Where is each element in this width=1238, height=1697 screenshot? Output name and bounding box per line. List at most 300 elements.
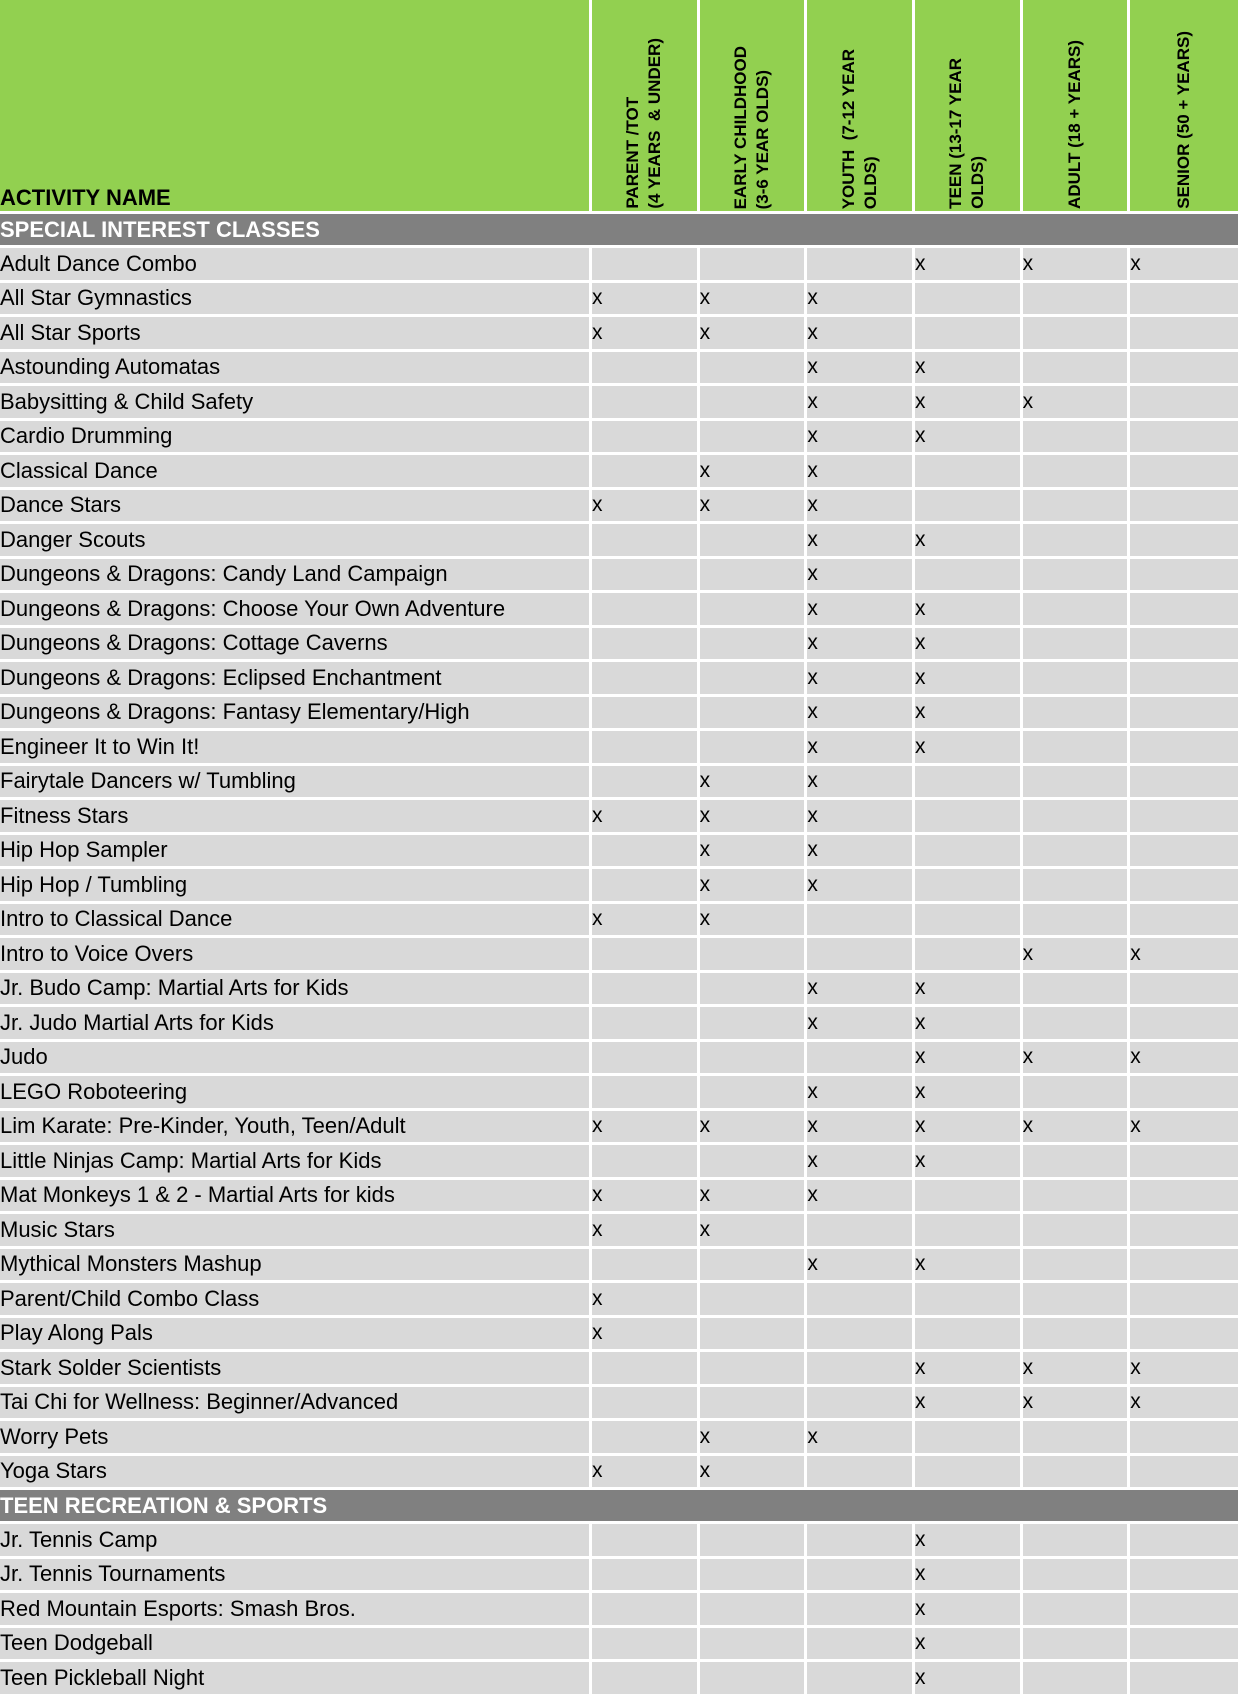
age-mark-cell bbox=[700, 1283, 808, 1318]
activity-name-cell: Tai Chi for Wellness: Beginner/Advanced bbox=[0, 1387, 592, 1422]
age-mark-cell bbox=[1023, 904, 1131, 939]
age-mark-cell: x bbox=[700, 317, 808, 352]
activity-name-cell: Fitness Stars bbox=[0, 800, 592, 835]
age-mark-cell: x bbox=[700, 283, 808, 318]
age-mark-cell bbox=[592, 1421, 700, 1456]
table-row bbox=[0, 1421, 1238, 1456]
age-mark-cell: x bbox=[807, 352, 915, 387]
age-mark-cell bbox=[1130, 1180, 1238, 1215]
age-mark-cell bbox=[592, 559, 700, 594]
age-mark-cell bbox=[592, 524, 700, 559]
age-mark-cell bbox=[1130, 1145, 1238, 1180]
age-mark-cell bbox=[1130, 662, 1238, 697]
activity-name-cell: Dance Stars bbox=[0, 490, 592, 525]
section-header-row bbox=[0, 1490, 1238, 1524]
table-row bbox=[0, 697, 1238, 732]
age-mark-cell bbox=[1130, 386, 1238, 421]
table-row bbox=[0, 455, 1238, 490]
age-mark-cell bbox=[915, 1318, 1023, 1353]
age-mark-cell bbox=[915, 766, 1023, 801]
age-mark-cell: x bbox=[915, 421, 1023, 456]
table-row bbox=[0, 973, 1238, 1008]
column-header-parent-tot bbox=[592, 0, 700, 214]
age-mark-cell bbox=[1130, 1524, 1238, 1559]
activity-name-cell: Worry Pets bbox=[0, 1421, 592, 1456]
activity-name-cell: Fairytale Dancers w/ Tumbling bbox=[0, 766, 592, 801]
age-mark-cell bbox=[700, 386, 808, 421]
age-mark-cell bbox=[1023, 628, 1131, 663]
age-mark-cell: x bbox=[915, 524, 1023, 559]
age-mark-cell: x bbox=[915, 1524, 1023, 1559]
age-mark-cell bbox=[592, 662, 700, 697]
age-mark-cell bbox=[915, 283, 1023, 318]
age-mark-cell: x bbox=[700, 1180, 808, 1215]
column-header-youth bbox=[807, 0, 915, 214]
age-mark-cell bbox=[1023, 283, 1131, 318]
age-mark-cell bbox=[592, 386, 700, 421]
age-mark-cell bbox=[592, 248, 700, 283]
age-mark-cell bbox=[592, 1145, 700, 1180]
age-mark-cell: x bbox=[807, 1249, 915, 1284]
age-mark-cell: x bbox=[700, 835, 808, 870]
age-mark-cell: x bbox=[592, 1214, 700, 1249]
age-mark-cell bbox=[700, 352, 808, 387]
age-mark-cell: x bbox=[700, 1456, 808, 1491]
age-mark-cell: x bbox=[807, 1111, 915, 1146]
table-row bbox=[0, 1318, 1238, 1353]
age-mark-cell bbox=[1023, 1559, 1131, 1594]
age-mark-cell bbox=[1130, 697, 1238, 732]
age-mark-cell: x bbox=[807, 662, 915, 697]
age-mark-cell bbox=[1130, 800, 1238, 835]
age-mark-cell: x bbox=[1023, 248, 1131, 283]
age-mark-cell: x bbox=[807, 455, 915, 490]
age-mark-cell bbox=[700, 938, 808, 973]
age-mark-cell bbox=[1130, 1318, 1238, 1353]
age-mark-cell bbox=[1023, 524, 1131, 559]
age-mark-cell bbox=[1023, 593, 1131, 628]
age-mark-cell bbox=[915, 317, 1023, 352]
age-mark-cell bbox=[807, 1662, 915, 1697]
age-mark-cell: x bbox=[592, 1283, 700, 1318]
age-mark-cell bbox=[700, 1318, 808, 1353]
age-mark-cell bbox=[700, 1593, 808, 1628]
column-header-label: EARLY CHILDHOOD (3-6 YEAR OLDS) bbox=[731, 45, 772, 209]
section-title: TEEN RECREATION & SPORTS bbox=[0, 1490, 1238, 1524]
age-mark-cell: x bbox=[1130, 1387, 1238, 1422]
age-mark-cell bbox=[592, 1352, 700, 1387]
activity-name-cell: Dungeons & Dragons: Choose Your Own Adventure bbox=[0, 593, 592, 628]
age-mark-cell bbox=[915, 1421, 1023, 1456]
age-mark-cell: x bbox=[807, 1076, 915, 1111]
age-mark-cell: x bbox=[807, 1180, 915, 1215]
age-mark-cell bbox=[1130, 1628, 1238, 1663]
table-row bbox=[0, 835, 1238, 870]
age-mark-cell bbox=[1130, 835, 1238, 870]
age-mark-cell: x bbox=[807, 697, 915, 732]
age-mark-cell bbox=[807, 1628, 915, 1663]
column-header-activity-name: ACTIVITY NAME bbox=[0, 0, 592, 214]
activity-name-cell: Dungeons & Dragons: Candy Land Campaign bbox=[0, 559, 592, 594]
age-mark-cell: x bbox=[915, 352, 1023, 387]
age-mark-cell bbox=[592, 1662, 700, 1697]
age-mark-cell bbox=[700, 421, 808, 456]
age-mark-cell: x bbox=[915, 1559, 1023, 1594]
age-mark-cell bbox=[807, 1559, 915, 1594]
age-mark-cell bbox=[807, 1593, 915, 1628]
table-row bbox=[0, 1662, 1238, 1697]
age-mark-cell: x bbox=[915, 1007, 1023, 1042]
age-mark-cell bbox=[592, 1387, 700, 1422]
age-mark-cell: x bbox=[700, 1214, 808, 1249]
age-mark-cell bbox=[700, 1145, 808, 1180]
age-mark-cell: x bbox=[700, 1421, 808, 1456]
age-mark-cell bbox=[700, 559, 808, 594]
activity-name-cell: Adult Dance Combo bbox=[0, 248, 592, 283]
age-mark-cell: x bbox=[700, 800, 808, 835]
age-mark-cell: x bbox=[807, 524, 915, 559]
age-mark-cell bbox=[1130, 593, 1238, 628]
column-header-label: SENIOR (50 + YEARS) bbox=[1174, 31, 1194, 209]
age-mark-cell bbox=[700, 1559, 808, 1594]
age-mark-cell: x bbox=[1023, 1111, 1131, 1146]
age-mark-cell: x bbox=[915, 593, 1023, 628]
age-mark-cell: x bbox=[1023, 386, 1131, 421]
table-row bbox=[0, 421, 1238, 456]
age-mark-cell: x bbox=[915, 1628, 1023, 1663]
activity-name-cell: Jr. Budo Camp: Martial Arts for Kids bbox=[0, 973, 592, 1008]
age-mark-cell: x bbox=[807, 1421, 915, 1456]
activity-name-cell: Teen Pickleball Night bbox=[0, 1662, 592, 1697]
age-mark-cell bbox=[1130, 559, 1238, 594]
age-mark-cell bbox=[1023, 490, 1131, 525]
age-mark-cell: x bbox=[592, 1111, 700, 1146]
age-mark-cell bbox=[1023, 1524, 1131, 1559]
age-mark-cell bbox=[592, 973, 700, 1008]
age-mark-cell bbox=[1130, 628, 1238, 663]
age-mark-cell bbox=[592, 938, 700, 973]
table-header bbox=[0, 0, 1238, 214]
age-mark-cell bbox=[807, 938, 915, 973]
age-mark-cell bbox=[1130, 1214, 1238, 1249]
age-mark-cell: x bbox=[1023, 1042, 1131, 1077]
age-mark-cell: x bbox=[592, 1180, 700, 1215]
age-mark-cell: x bbox=[915, 1076, 1023, 1111]
age-mark-cell: x bbox=[807, 973, 915, 1008]
age-mark-cell bbox=[1130, 1007, 1238, 1042]
age-mark-cell: x bbox=[915, 662, 1023, 697]
activity-name-cell: Engineer It to Win It! bbox=[0, 731, 592, 766]
activity-name-cell: Stark Solder Scientists bbox=[0, 1352, 592, 1387]
age-mark-cell: x bbox=[807, 421, 915, 456]
age-mark-cell bbox=[915, 1456, 1023, 1491]
table-row bbox=[0, 248, 1238, 283]
age-mark-cell bbox=[592, 1042, 700, 1077]
age-mark-cell bbox=[592, 593, 700, 628]
table-row bbox=[0, 283, 1238, 318]
age-mark-cell bbox=[1023, 1318, 1131, 1353]
age-mark-cell bbox=[1023, 800, 1131, 835]
age-mark-cell bbox=[1130, 869, 1238, 904]
age-mark-cell bbox=[1023, 1214, 1131, 1249]
age-mark-cell bbox=[915, 1214, 1023, 1249]
age-mark-cell: x bbox=[592, 1318, 700, 1353]
table-row bbox=[0, 1249, 1238, 1284]
age-mark-cell: x bbox=[915, 628, 1023, 663]
age-mark-cell bbox=[807, 904, 915, 939]
age-mark-cell: x bbox=[1023, 1387, 1131, 1422]
age-mark-cell bbox=[592, 421, 700, 456]
age-mark-cell bbox=[1023, 1076, 1131, 1111]
column-header-label: YOUTH (7-12 YEAR OLDS) bbox=[838, 48, 880, 209]
table-row bbox=[0, 524, 1238, 559]
age-mark-cell bbox=[915, 1180, 1023, 1215]
activity-name-cell: Jr. Judo Martial Arts for Kids bbox=[0, 1007, 592, 1042]
age-mark-cell bbox=[807, 1214, 915, 1249]
age-mark-cell bbox=[1023, 1145, 1131, 1180]
age-mark-cell bbox=[915, 1283, 1023, 1318]
age-mark-cell: x bbox=[915, 731, 1023, 766]
activity-name-cell: Hip Hop / Tumbling bbox=[0, 869, 592, 904]
table-row bbox=[0, 938, 1238, 973]
activity-name-cell: Intro to Classical Dance bbox=[0, 904, 592, 939]
age-mark-cell: x bbox=[915, 1249, 1023, 1284]
age-mark-cell bbox=[807, 1283, 915, 1318]
age-mark-cell bbox=[1023, 1249, 1131, 1284]
age-mark-cell bbox=[592, 835, 700, 870]
activity-name-cell: Parent/Child Combo Class bbox=[0, 1283, 592, 1318]
age-mark-cell: x bbox=[1023, 938, 1131, 973]
age-mark-cell: x bbox=[915, 697, 1023, 732]
age-mark-cell bbox=[700, 1662, 808, 1697]
age-mark-cell bbox=[1130, 1593, 1238, 1628]
activity-name-cell: Jr. Tennis Tournaments bbox=[0, 1559, 592, 1594]
activity-name-cell: Hip Hop Sampler bbox=[0, 835, 592, 870]
age-mark-cell bbox=[1023, 559, 1131, 594]
age-mark-cell bbox=[1023, 731, 1131, 766]
age-mark-cell bbox=[1130, 1559, 1238, 1594]
age-mark-cell bbox=[700, 1076, 808, 1111]
age-mark-cell bbox=[915, 938, 1023, 973]
age-mark-cell bbox=[700, 1007, 808, 1042]
table-row bbox=[0, 1180, 1238, 1215]
age-mark-cell bbox=[592, 352, 700, 387]
age-mark-cell bbox=[592, 1249, 700, 1284]
age-mark-cell bbox=[592, 869, 700, 904]
age-mark-cell bbox=[1023, 1662, 1131, 1697]
age-mark-cell bbox=[807, 1042, 915, 1077]
table-row bbox=[0, 559, 1238, 594]
age-mark-cell bbox=[807, 1352, 915, 1387]
age-mark-cell bbox=[1130, 490, 1238, 525]
table-row bbox=[0, 1145, 1238, 1180]
age-mark-cell bbox=[1130, 317, 1238, 352]
age-mark-cell bbox=[592, 628, 700, 663]
age-mark-cell bbox=[807, 1456, 915, 1491]
table-body bbox=[0, 214, 1238, 1697]
age-mark-cell: x bbox=[592, 317, 700, 352]
age-mark-cell bbox=[1130, 283, 1238, 318]
age-mark-cell bbox=[915, 455, 1023, 490]
table-row bbox=[0, 1387, 1238, 1422]
column-header-adult bbox=[1023, 0, 1131, 214]
column-header-label: ADULT (18 + YEARS) bbox=[1064, 40, 1084, 209]
table-row bbox=[0, 904, 1238, 939]
activity-name-cell: Astounding Automatas bbox=[0, 352, 592, 387]
age-mark-cell bbox=[1130, 1456, 1238, 1491]
age-mark-cell: x bbox=[1130, 1111, 1238, 1146]
table-row bbox=[0, 1593, 1238, 1628]
table-row bbox=[0, 628, 1238, 663]
age-mark-cell bbox=[592, 697, 700, 732]
age-mark-cell: x bbox=[700, 455, 808, 490]
table-row bbox=[0, 662, 1238, 697]
table-row bbox=[0, 352, 1238, 387]
age-mark-cell bbox=[1023, 1456, 1131, 1491]
table-row bbox=[0, 1042, 1238, 1077]
activity-name-cell: Dungeons & Dragons: Fantasy Elementary/High bbox=[0, 697, 592, 732]
activity-name-cell: Mat Monkeys 1 & 2 - Martial Arts for kids bbox=[0, 1180, 592, 1215]
table-row bbox=[0, 766, 1238, 801]
age-mark-cell bbox=[915, 904, 1023, 939]
age-mark-cell: x bbox=[915, 1111, 1023, 1146]
age-mark-cell bbox=[592, 455, 700, 490]
age-mark-cell: x bbox=[807, 593, 915, 628]
column-header-senior bbox=[1130, 0, 1238, 214]
age-mark-cell: x bbox=[807, 1007, 915, 1042]
activity-name-cell: All Star Sports bbox=[0, 317, 592, 352]
table-row bbox=[0, 1524, 1238, 1559]
age-mark-cell: x bbox=[807, 766, 915, 801]
age-mark-cell bbox=[915, 559, 1023, 594]
table-row bbox=[0, 490, 1238, 525]
age-mark-cell: x bbox=[807, 283, 915, 318]
activity-name-cell: Lim Karate: Pre-Kinder, Youth, Teen/Adult bbox=[0, 1111, 592, 1146]
age-mark-cell bbox=[1130, 973, 1238, 1008]
activity-name-cell: Music Stars bbox=[0, 1214, 592, 1249]
age-mark-cell bbox=[700, 697, 808, 732]
table-row bbox=[0, 869, 1238, 904]
activity-name-cell: Intro to Voice Overs bbox=[0, 938, 592, 973]
age-mark-cell bbox=[700, 1524, 808, 1559]
age-mark-cell bbox=[807, 1387, 915, 1422]
activity-name-cell: Yoga Stars bbox=[0, 1456, 592, 1491]
age-mark-cell: x bbox=[592, 904, 700, 939]
age-mark-cell bbox=[1023, 973, 1131, 1008]
age-mark-cell: x bbox=[700, 869, 808, 904]
age-mark-cell bbox=[1023, 1628, 1131, 1663]
age-mark-cell bbox=[1023, 1421, 1131, 1456]
age-mark-cell: x bbox=[807, 628, 915, 663]
activity-name-cell: Babysitting & Child Safety bbox=[0, 386, 592, 421]
age-mark-cell bbox=[1130, 1662, 1238, 1697]
age-mark-cell: x bbox=[807, 1145, 915, 1180]
age-mark-cell bbox=[1130, 524, 1238, 559]
age-mark-cell bbox=[592, 1007, 700, 1042]
age-mark-cell bbox=[1130, 1249, 1238, 1284]
table-row bbox=[0, 1283, 1238, 1318]
age-mark-cell: x bbox=[807, 835, 915, 870]
activity-name-cell: Danger Scouts bbox=[0, 524, 592, 559]
age-mark-cell bbox=[915, 835, 1023, 870]
activity-name-cell: Teen Dodgeball bbox=[0, 1628, 592, 1663]
activity-name-cell: Dungeons & Dragons: Cottage Caverns bbox=[0, 628, 592, 663]
age-mark-cell bbox=[1130, 766, 1238, 801]
age-mark-cell: x bbox=[700, 1111, 808, 1146]
age-mark-cell: x bbox=[1130, 1352, 1238, 1387]
age-mark-cell bbox=[1023, 697, 1131, 732]
age-mark-cell: x bbox=[807, 559, 915, 594]
age-mark-cell bbox=[1023, 352, 1131, 387]
age-mark-cell bbox=[592, 1628, 700, 1663]
age-mark-cell bbox=[700, 1042, 808, 1077]
column-header-label: TEEN (13-17 YEAR OLDS) bbox=[946, 58, 988, 209]
table-row bbox=[0, 1214, 1238, 1249]
age-mark-cell: x bbox=[1023, 1352, 1131, 1387]
age-mark-cell bbox=[700, 524, 808, 559]
age-mark-cell bbox=[1023, 421, 1131, 456]
table-row bbox=[0, 1076, 1238, 1111]
age-mark-cell: x bbox=[915, 1145, 1023, 1180]
age-mark-cell: x bbox=[1130, 938, 1238, 973]
age-mark-cell: x bbox=[807, 869, 915, 904]
age-mark-cell: x bbox=[915, 248, 1023, 283]
age-mark-cell: x bbox=[700, 766, 808, 801]
age-mark-cell bbox=[1130, 731, 1238, 766]
section-header-row bbox=[0, 214, 1238, 248]
age-mark-cell bbox=[807, 1318, 915, 1353]
activity-name-cell: All Star Gymnastics bbox=[0, 283, 592, 318]
age-mark-cell: x bbox=[807, 800, 915, 835]
age-mark-cell: x bbox=[700, 904, 808, 939]
section-title: SPECIAL INTEREST CLASSES bbox=[0, 214, 1238, 248]
age-mark-cell bbox=[700, 593, 808, 628]
age-mark-cell bbox=[592, 766, 700, 801]
age-mark-cell: x bbox=[1130, 1042, 1238, 1077]
age-mark-cell bbox=[1130, 421, 1238, 456]
age-mark-cell bbox=[1130, 1076, 1238, 1111]
age-mark-cell bbox=[915, 869, 1023, 904]
activity-name-cell: Jr. Tennis Camp bbox=[0, 1524, 592, 1559]
age-mark-cell bbox=[592, 1524, 700, 1559]
age-mark-cell bbox=[1130, 352, 1238, 387]
age-mark-cell bbox=[807, 248, 915, 283]
age-mark-cell bbox=[1023, 869, 1131, 904]
activity-name-cell: Mythical Monsters Mashup bbox=[0, 1249, 592, 1284]
age-mark-cell bbox=[592, 731, 700, 766]
table-row bbox=[0, 731, 1238, 766]
table-row bbox=[0, 1352, 1238, 1387]
age-mark-cell bbox=[1130, 904, 1238, 939]
age-mark-cell bbox=[1023, 662, 1131, 697]
age-mark-cell bbox=[1023, 835, 1131, 870]
activity-name-cell: Red Mountain Esports: Smash Bros. bbox=[0, 1593, 592, 1628]
age-mark-cell bbox=[807, 1524, 915, 1559]
age-mark-cell bbox=[1023, 1180, 1131, 1215]
age-mark-cell: x bbox=[915, 386, 1023, 421]
activity-name-cell: Classical Dance bbox=[0, 455, 592, 490]
age-mark-cell bbox=[700, 1387, 808, 1422]
table-row bbox=[0, 1559, 1238, 1594]
age-mark-cell bbox=[592, 1559, 700, 1594]
age-mark-cell bbox=[1130, 455, 1238, 490]
age-mark-cell: x bbox=[807, 386, 915, 421]
column-header-teen bbox=[915, 0, 1023, 214]
table-row bbox=[0, 800, 1238, 835]
age-mark-cell bbox=[1130, 1421, 1238, 1456]
table-row bbox=[0, 1111, 1238, 1146]
age-mark-cell: x bbox=[700, 490, 808, 525]
